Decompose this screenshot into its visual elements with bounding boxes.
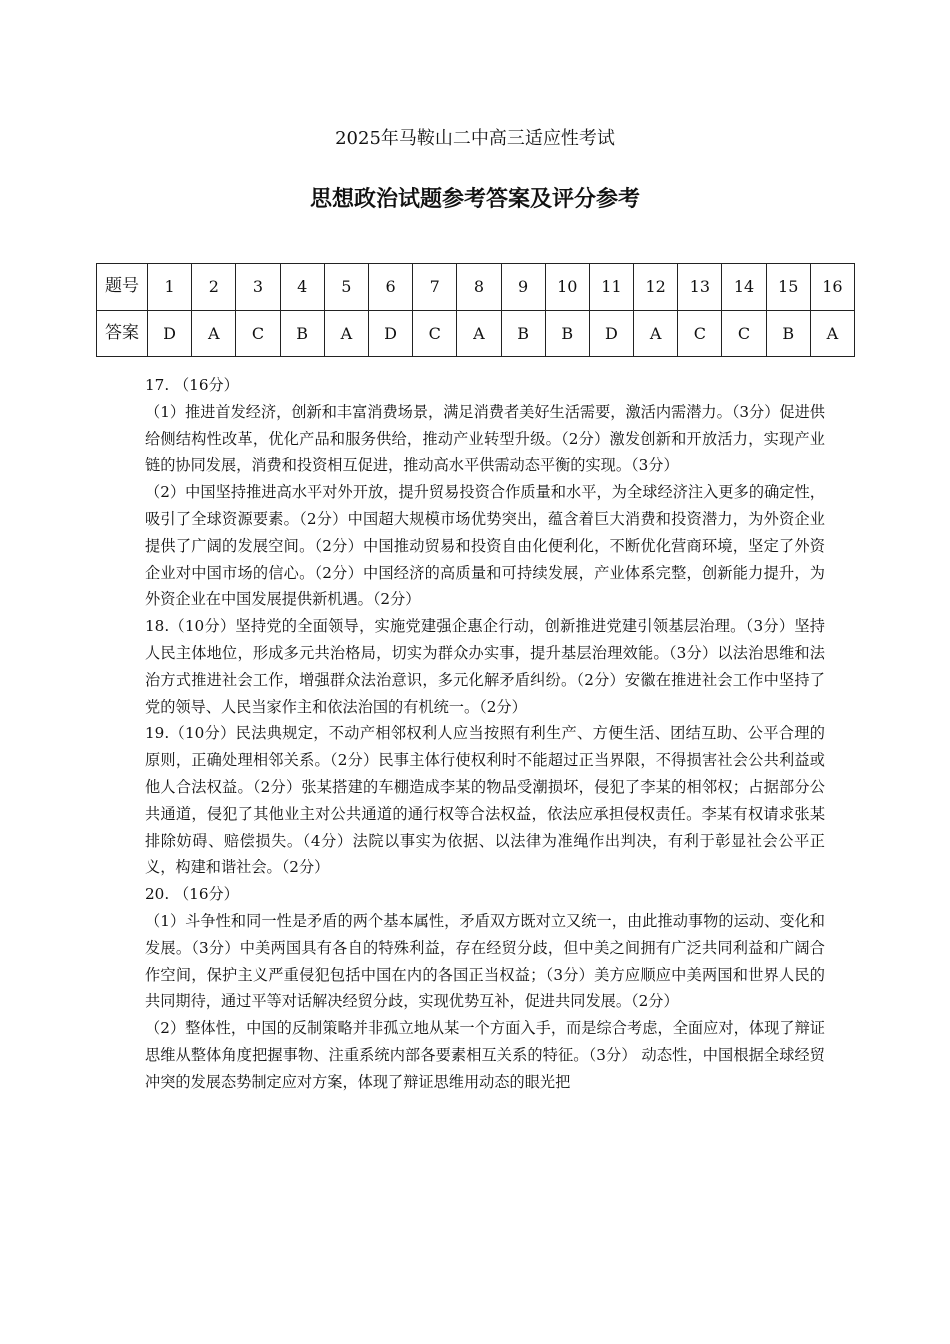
answer-cell: C: [413, 310, 457, 357]
question-number-row: [97, 264, 855, 311]
q20-heading: 20. （16分）: [145, 885, 239, 904]
question-number: 6: [368, 264, 412, 311]
question-number: 12: [634, 264, 678, 311]
question-number: 1: [148, 264, 192, 311]
question-number: 10: [545, 264, 589, 311]
answer-cell: A: [634, 310, 678, 357]
question-number: 5: [324, 264, 368, 311]
answer-row: [97, 310, 855, 357]
answer-cell: B: [545, 310, 589, 357]
answer-cell: A: [192, 310, 236, 357]
answer-table: [96, 263, 855, 357]
question-number: 7: [413, 264, 457, 311]
question-number: 8: [457, 264, 501, 311]
answer-cell: A: [324, 310, 368, 357]
answer-cell: D: [148, 310, 192, 357]
question-number: 3: [236, 264, 280, 311]
question-number: 11: [589, 264, 633, 311]
question-number: 14: [722, 264, 766, 311]
question-number: 16: [810, 264, 854, 311]
question-number: 9: [501, 264, 545, 311]
answer-body: [145, 372, 825, 1096]
q17-part2: （2）中国坚持推进高水平对外开放，提升贸易投资合作质量和水平，为全球经济注入更多的确定性，吸引了全球资源要素。（2分）中国超大规模市场优势突出，蕴含着巨大消费和投资潜力，为外资企业提供了广阔的发展空间。（2分）中国推动贸易和投资自由化便利化，不断优化营商环境，坚定了外资企业对中国市场的信心。（2分）中国经济的高质量和可持续发展，产业体系完整，创新能力提升，为外资企业在中国发展提供新机遇。（2分）: [145, 483, 825, 609]
row-label-question-number: 题号: [97, 264, 148, 311]
q18-answer: 18.（10分）坚持党的全面领导，实施党建强企惠企行动，创新推进党建引领基层治理。（3分）坚持人民主体地位，形成多元共治格局，切实为群众办实事，提升基层治理效能。（3分）以法治思维和法治方式推进社会工作，增强群众法治意识，多元化解矛盾纠纷。（2分）安徽在推进社会工作中坚持了党的领导、人民当家作主和依法治国的有机统一。（2分）: [145, 617, 825, 716]
q20-part1: （1）斗争性和同一性是矛盾的两个基本属性，矛盾双方既对立又统一，由此推动事物的运动、变化和发展。（3分）中美两国具有各自的特殊利益，存在经贸分歧，但中美之间拥有广泛共同利益和广阔合作空间，保护主义严重侵犯包括中国在内的各国正当权益；（3分）美方应顺应中美两国和世界人民的共同期待，通过平等对话解决经贸分歧，实现优势互补，促进共同发展。（2分）: [145, 911, 825, 1011]
answer-cell: A: [457, 310, 501, 357]
question-number: 15: [766, 264, 810, 311]
answer-cell: C: [722, 310, 766, 357]
q20-part2: （2）整体性，中国的反制策略并非孤立地从某一个方面入手，而是综合考虑，全面应对，体现了辩证思维从整体角度把握事物、注重系统内部各要素相互关系的特征。（3分） 动态性，中国根据全球经贸冲突的发展态势制定应对方案，体现了辩证思维用动态的眼光把: [145, 1019, 825, 1091]
answer-cell: C: [236, 310, 280, 357]
question-number: 13: [678, 264, 722, 311]
q19-answer: 19.（10分）民法典规定，不动产相邻权利人应当按照有利生产、方便生活、团结互助、公平合理的原则，正确处理相邻关系。（2分）民事主体行使权利时不能超过正当界限，不得损害社会公共利益或他人合法权益。（2分）张某搭建的车棚造成李某的物品受潮损坏，侵犯了李某的相邻权；占据部分公共通道，侵犯了其他业主对公共通道的通行权等合法权益，依法应承担侵权责任。李某有权请求张某排除妨碍、赔偿损失。（4分）法院以事实为依据、以法律为准绳作出判决，有利于彰显社会公平正义，构建和谐社会。（2分）: [145, 724, 825, 877]
answer-cell: D: [368, 310, 412, 357]
document-title: 思想政治试题参考答案及评分参考: [309, 187, 640, 212]
question-number: 2: [192, 264, 236, 311]
answer-cell: A: [810, 310, 854, 357]
answer-cell: D: [589, 310, 633, 357]
answer-cell: C: [678, 310, 722, 357]
q17-heading: 17. （16分）: [145, 376, 239, 394]
exam-title: 2025年马鞍山二中高三适应性考试: [335, 128, 615, 149]
answer-cell: B: [280, 310, 324, 357]
answer-cell: B: [766, 310, 810, 357]
q17-part1: （1）推进首发经济，创新和丰富消费场景，满足消费者美好生活需要，激活内需潜力。（3分）促进供给侧结构性改革，优化产品和服务供给，推动产业转型升级。（2分）激发创新和开放活力，实现产业链的协同发展，消费和投资相互促进，推动高水平供需动态平衡的实现。（3分）: [145, 402, 825, 475]
row-label-answer: 答案: [97, 310, 148, 357]
question-number: 4: [280, 264, 324, 311]
answer-cell: B: [501, 310, 545, 357]
